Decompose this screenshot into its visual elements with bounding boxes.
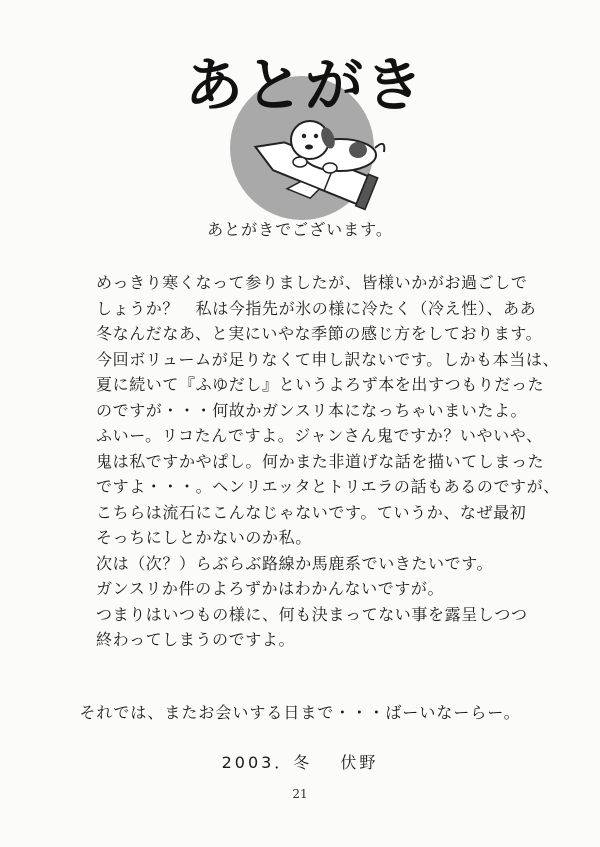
- page-number: 21: [292, 787, 308, 801]
- body-line: そっちにしとかないのか私。: [96, 528, 312, 547]
- body-line: ですよ・・・。ヘンリエッタとトリエラの話もあるのですが、: [96, 477, 560, 496]
- afterword-body: [96, 270, 560, 653]
- signature-author: 伏野: [340, 753, 379, 772]
- body-line: 鬼は私ですかやぱし。何かまた非道げな話を描いてしまった: [96, 451, 545, 471]
- body-line: つまりはいつもの様に、何も決まってない事を露呈しつつ: [96, 604, 528, 624]
- body-line: 冬なんだなあ、と実にいやな季節の感じ方をしております。: [96, 324, 543, 343]
- body-line: 今回ボリュームが足りなくて申し訳ないです。しかも本当は、: [96, 349, 560, 369]
- closing-line: それでは、またお会いする日まで・・・ばーいなーらー。: [79, 703, 521, 722]
- intro-line: あとがきでございます。: [207, 220, 393, 239]
- body-line: ガンスリか件のよろずかはわかんないですが。: [96, 579, 445, 598]
- body-line: しょうか？ 私は今指先が氷の様に冷たく（冷え性）、ああ: [96, 298, 537, 318]
- page-title: あとがき: [184, 51, 425, 119]
- body-line: ふいー。リコたんですよ。ジャンさん鬼ですか？いやいや、: [96, 426, 543, 445]
- body-line: のですが・・・何故かガンスリ本になっちゃいまいたよ。: [96, 400, 528, 420]
- body-line: めっきり寒くなって参りましたが、皆様いかがお過ごしで: [96, 273, 528, 292]
- signature-date: 2003．冬: [221, 753, 313, 772]
- body-line: 夏に続いて『ふゆだし』というよろず本を出すつもりだった: [96, 375, 545, 394]
- body-line: こちらは流石にこんなじゃないです。ていうか、なぜ最初: [96, 502, 527, 522]
- header-illustration: [180, 30, 430, 220]
- body-line: 終わってしまうのですよ。: [96, 630, 296, 649]
- signature: [0, 750, 600, 773]
- body-line: 次は（次？）らぶらぶ路線か馬鹿系でいきたいです。: [96, 553, 494, 573]
